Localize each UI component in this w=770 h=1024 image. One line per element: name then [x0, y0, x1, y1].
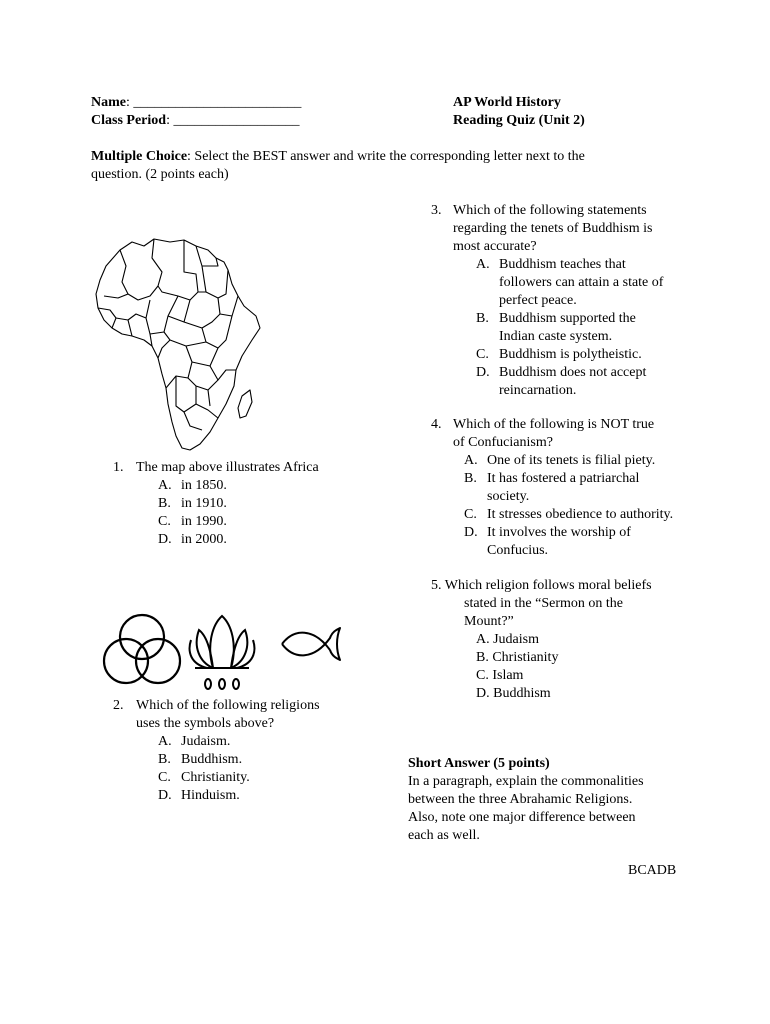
ichthys-fish-symbol	[280, 624, 342, 664]
question-4-text-1: Which of the following is NOT true	[453, 417, 655, 432]
short-answer-line-2: between the three Abrahamic Religions.	[408, 792, 633, 807]
question-5-text-1: 5. Which religion follows moral beliefs	[431, 578, 652, 593]
question-2-text-2: uses the symbols above?	[136, 716, 275, 731]
question-5-text-3: Mount?”	[464, 614, 514, 629]
q4-option-b[interactable]: B. It has fostered a patriarchal	[464, 471, 640, 486]
q1-option-b[interactable]: B. in 1910.	[158, 496, 227, 511]
q4-option-d-line-2: Confucius.	[487, 543, 549, 558]
instructions-line-2: question. (2 points each)	[91, 167, 229, 182]
q2-option-b[interactable]: B. Buddhism.	[158, 752, 243, 767]
q3-option-d-line-2: reincarnation.	[499, 383, 577, 398]
short-answer-line-4: each as well.	[408, 828, 480, 843]
q4-option-a[interactable]: A. One of its tenets is filial piety.	[464, 453, 656, 468]
q3-option-a-line-2: followers can attain a state of	[499, 275, 664, 290]
question-1-text: The map above illustrates Africa	[136, 460, 319, 475]
name-label: Name	[91, 95, 126, 110]
name-blank[interactable]: ________________________	[133, 95, 302, 110]
q1-option-c[interactable]: C. in 1990.	[158, 514, 227, 529]
question-3-text-1: Which of the following statements	[453, 203, 647, 218]
question-3-text-3: most accurate?	[453, 239, 537, 254]
short-answer-line-3: Also, note one major difference between	[408, 810, 636, 825]
question-5-text-2: stated in the “Sermon on the	[464, 596, 624, 611]
q5-option-c[interactable]: C. Islam	[476, 668, 524, 683]
name-field: Name: ________________________	[91, 95, 302, 110]
q2-option-d[interactable]: D. Hinduism.	[158, 788, 240, 803]
instructions-line-1: Multiple Choice: Select the BEST answer and write the corresponding letter next to the	[91, 149, 585, 164]
lotus-symbol	[187, 612, 257, 692]
question-3-text-2: regarding the tenets of Buddhism is	[453, 221, 653, 236]
short-answer-line-1: In a paragraph, explain the commonalities	[408, 774, 644, 789]
q5-option-d[interactable]: D. Buddhism	[476, 686, 551, 701]
q3-option-a[interactable]: A. Buddhism teaches that	[476, 257, 626, 272]
question-4-text-2: of Confucianism?	[453, 435, 553, 450]
q4-option-d[interactable]: D. It involves the worship of	[464, 525, 631, 540]
q2-option-c[interactable]: C. Christianity.	[158, 770, 250, 785]
class-period-label: Class Period	[91, 113, 167, 128]
question-2-text-1: Which of the following religions	[136, 698, 320, 713]
q3-option-a-line-3: perfect peace.	[499, 293, 577, 308]
q3-option-b-line-2: Indian caste system.	[499, 329, 613, 344]
answer-key: BCADB	[628, 863, 677, 878]
africa-map	[92, 236, 262, 454]
q4-option-c[interactable]: C. It stresses obedience to authority.	[464, 507, 674, 522]
course-title: AP World History	[453, 95, 561, 110]
q3-option-c[interactable]: C. Buddhism is polytheistic.	[476, 347, 642, 362]
q4-option-b-line-2: society.	[487, 489, 530, 504]
q5-option-b[interactable]: B. Christianity	[476, 650, 559, 665]
q3-option-d[interactable]: D. Buddhism does not accept	[476, 365, 647, 380]
q2-option-a[interactable]: A. Judaism.	[158, 734, 231, 749]
borromean-rings-symbol	[99, 612, 185, 688]
q5-option-a[interactable]: A. Judaism	[476, 632, 539, 647]
class-period-field: Class Period: __________________	[91, 113, 300, 128]
short-answer-heading: Short Answer (5 points)	[408, 756, 550, 771]
q1-option-d[interactable]: D. in 2000.	[158, 532, 227, 547]
quiz-title: Reading Quiz (Unit 2)	[453, 113, 585, 128]
q1-option-a[interactable]: A. in 1850.	[158, 478, 227, 493]
class-period-blank[interactable]: __________________	[173, 113, 300, 128]
q3-option-b[interactable]: B. Buddhism supported the	[476, 311, 636, 326]
section-heading: Multiple Choice	[91, 149, 188, 164]
question-1: 1. The map above illustrates Africa	[113, 460, 319, 475]
question-4: 4. Which of the following is NOT true	[431, 417, 655, 432]
question-3: 3. Which of the following statements	[431, 203, 647, 218]
question-2: 2. Which of the following religions	[113, 698, 320, 713]
